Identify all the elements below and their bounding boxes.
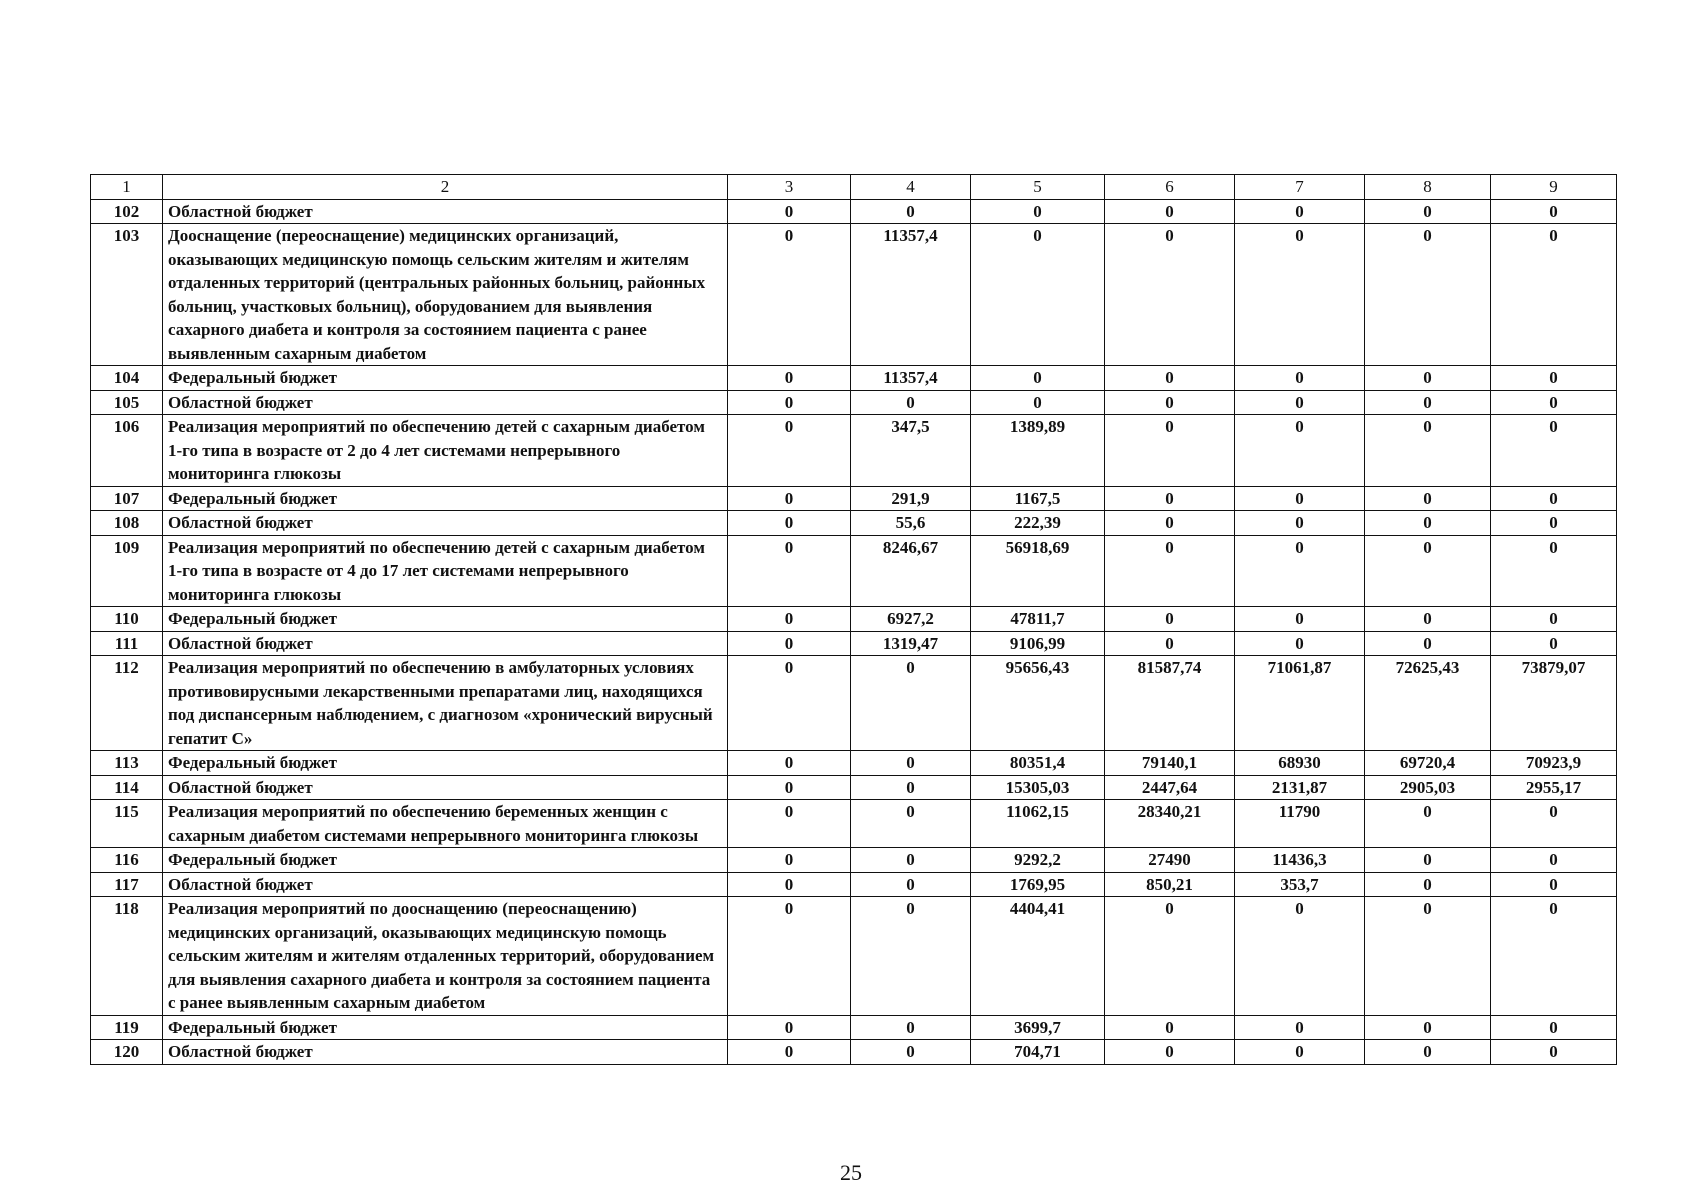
value-cell-col-6: 28340,21	[1105, 800, 1235, 848]
value-cell-col-5: 0	[971, 199, 1105, 224]
value-cell-col-7: 0	[1235, 511, 1365, 536]
row-number: 110	[91, 607, 163, 632]
row-number: 120	[91, 1040, 163, 1065]
value-cell-col-3: 0	[728, 631, 851, 656]
value-cell-col-6: 0	[1105, 511, 1235, 536]
table-row	[91, 390, 1617, 415]
row-number: 109	[91, 535, 163, 607]
value-cell-col-8: 0	[1365, 1015, 1491, 1040]
table-row	[91, 535, 1617, 607]
value-cell-col-6: 0	[1105, 535, 1235, 607]
value-cell-col-6: 27490	[1105, 848, 1235, 873]
row-number: 103	[91, 224, 163, 366]
value-cell-col-8: 0	[1365, 415, 1491, 487]
row-description: Областной бюджет	[163, 631, 728, 656]
row-description: Федеральный бюджет	[163, 848, 728, 873]
value-cell-col-4: 0	[851, 199, 971, 224]
row-number: 111	[91, 631, 163, 656]
value-cell-col-6: 0	[1105, 224, 1235, 366]
value-cell-col-4: 0	[851, 897, 971, 1016]
value-cell-col-7: 0	[1235, 199, 1365, 224]
value-cell-col-3: 0	[728, 366, 851, 391]
value-cell-col-8: 0	[1365, 848, 1491, 873]
row-description: Федеральный бюджет	[163, 751, 728, 776]
row-description: Областной бюджет	[163, 775, 728, 800]
value-cell-col-9: 0	[1491, 486, 1617, 511]
value-cell-col-8: 69720,4	[1365, 751, 1491, 776]
value-cell-col-9: 0	[1491, 631, 1617, 656]
value-cell-col-3: 0	[728, 199, 851, 224]
header-row	[91, 175, 1617, 200]
row-description: Областной бюджет	[163, 511, 728, 536]
value-cell-col-9: 0	[1491, 224, 1617, 366]
budget-table	[90, 174, 1617, 1065]
column-header-4: 4	[851, 175, 971, 200]
value-cell-col-9: 0	[1491, 1015, 1617, 1040]
value-cell-col-5: 15305,03	[971, 775, 1105, 800]
value-cell-col-7: 353,7	[1235, 872, 1365, 897]
page-number: 25	[840, 1160, 862, 1185]
value-cell-col-8: 2905,03	[1365, 775, 1491, 800]
value-cell-col-7: 0	[1235, 366, 1365, 391]
value-cell-col-5: 4404,41	[971, 897, 1105, 1016]
value-cell-col-5: 9292,2	[971, 848, 1105, 873]
value-cell-col-8: 0	[1365, 607, 1491, 632]
value-cell-col-7: 11436,3	[1235, 848, 1365, 873]
table-row	[91, 366, 1617, 391]
value-cell-col-9: 2955,17	[1491, 775, 1617, 800]
value-cell-col-8: 0	[1365, 486, 1491, 511]
value-cell-col-3: 0	[728, 390, 851, 415]
row-description: Дооснащение (переоснащение) медицинских организаций, оказывающих медицинскую помощь сельским жителям и жителям отдаленных территорий (центральных районных больниц, районных больниц, участковых больниц), оборудованием для выявления сахарного диабета и контроля за состоянием пациента с ранее выявленным сахарным диабетом	[163, 224, 728, 366]
value-cell-col-3: 0	[728, 751, 851, 776]
value-cell-col-3: 0	[728, 535, 851, 607]
value-cell-col-8: 0	[1365, 872, 1491, 897]
value-cell-col-9: 0	[1491, 535, 1617, 607]
table-row	[91, 607, 1617, 632]
value-cell-col-4: 0	[851, 656, 971, 751]
value-cell-col-6: 79140,1	[1105, 751, 1235, 776]
row-number: 108	[91, 511, 163, 536]
value-cell-col-4: 0	[851, 751, 971, 776]
row-number: 112	[91, 656, 163, 751]
value-cell-col-6: 0	[1105, 366, 1235, 391]
value-cell-col-6: 0	[1105, 897, 1235, 1016]
document-sheet	[90, 174, 1616, 1065]
row-number: 105	[91, 390, 163, 415]
value-cell-col-3: 0	[728, 775, 851, 800]
value-cell-col-7: 71061,87	[1235, 656, 1365, 751]
row-number: 115	[91, 800, 163, 848]
column-header-1: 1	[91, 175, 163, 200]
value-cell-col-6: 0	[1105, 1015, 1235, 1040]
value-cell-col-7: 0	[1235, 631, 1365, 656]
value-cell-col-6: 850,21	[1105, 872, 1235, 897]
table-row	[91, 511, 1617, 536]
value-cell-col-9: 0	[1491, 511, 1617, 536]
table-row	[91, 1015, 1617, 1040]
value-cell-col-7: 0	[1235, 415, 1365, 487]
value-cell-col-7: 68930	[1235, 751, 1365, 776]
row-number: 113	[91, 751, 163, 776]
row-number: 106	[91, 415, 163, 487]
value-cell-col-7: 0	[1235, 535, 1365, 607]
value-cell-col-6: 0	[1105, 415, 1235, 487]
value-cell-col-8: 0	[1365, 511, 1491, 536]
row-number: 102	[91, 199, 163, 224]
value-cell-col-4: 347,5	[851, 415, 971, 487]
value-cell-col-7: 0	[1235, 607, 1365, 632]
value-cell-col-6: 2447,64	[1105, 775, 1235, 800]
value-cell-col-4: 0	[851, 872, 971, 897]
value-cell-col-3: 0	[728, 511, 851, 536]
value-cell-col-9: 0	[1491, 897, 1617, 1016]
row-description: Областной бюджет	[163, 1040, 728, 1065]
value-cell-col-4: 55,6	[851, 511, 971, 536]
value-cell-col-6: 0	[1105, 199, 1235, 224]
column-header-2: 2	[163, 175, 728, 200]
row-number: 104	[91, 366, 163, 391]
value-cell-col-4: 291,9	[851, 486, 971, 511]
row-number: 117	[91, 872, 163, 897]
table-row	[91, 224, 1617, 366]
value-cell-col-7: 0	[1235, 486, 1365, 511]
value-cell-col-7: 0	[1235, 390, 1365, 415]
table-row	[91, 415, 1617, 487]
table-row	[91, 897, 1617, 1016]
value-cell-col-9: 0	[1491, 415, 1617, 487]
row-description: Областной бюджет	[163, 199, 728, 224]
row-description: Федеральный бюджет	[163, 607, 728, 632]
row-number: 114	[91, 775, 163, 800]
value-cell-col-9: 0	[1491, 366, 1617, 391]
column-header-7: 7	[1235, 175, 1365, 200]
row-number: 118	[91, 897, 163, 1016]
table-row	[91, 848, 1617, 873]
value-cell-col-7: 0	[1235, 224, 1365, 366]
value-cell-col-8: 0	[1365, 897, 1491, 1016]
column-header-5: 5	[971, 175, 1105, 200]
value-cell-col-3: 0	[728, 1015, 851, 1040]
value-cell-col-4: 8246,67	[851, 535, 971, 607]
row-description: Реализация мероприятий по обеспечению беременных женщин с сахарным диабетом системами непрерывного мониторинга глюкозы	[163, 800, 728, 848]
value-cell-col-7: 0	[1235, 897, 1365, 1016]
column-header-9: 9	[1491, 175, 1617, 200]
value-cell-col-9: 0	[1491, 1040, 1617, 1065]
value-cell-col-3: 0	[728, 848, 851, 873]
value-cell-col-5: 1769,95	[971, 872, 1105, 897]
column-header-3: 3	[728, 175, 851, 200]
row-number: 107	[91, 486, 163, 511]
table-row	[91, 631, 1617, 656]
value-cell-col-7: 0	[1235, 1015, 1365, 1040]
value-cell-col-8: 0	[1365, 390, 1491, 415]
value-cell-col-6: 0	[1105, 486, 1235, 511]
value-cell-col-7: 11790	[1235, 800, 1365, 848]
value-cell-col-4: 1319,47	[851, 631, 971, 656]
value-cell-col-5: 11062,15	[971, 800, 1105, 848]
table-row	[91, 1040, 1617, 1065]
row-description: Областной бюджет	[163, 390, 728, 415]
value-cell-col-5: 47811,7	[971, 607, 1105, 632]
value-cell-col-4: 0	[851, 800, 971, 848]
value-cell-col-5: 0	[971, 366, 1105, 391]
value-cell-col-4: 11357,4	[851, 224, 971, 366]
value-cell-col-9: 0	[1491, 800, 1617, 848]
column-header-8: 8	[1365, 175, 1491, 200]
value-cell-col-8: 72625,43	[1365, 656, 1491, 751]
value-cell-col-8: 0	[1365, 1040, 1491, 1065]
value-cell-col-5: 56918,69	[971, 535, 1105, 607]
value-cell-col-7: 0	[1235, 1040, 1365, 1065]
value-cell-col-5: 80351,4	[971, 751, 1105, 776]
value-cell-col-9: 0	[1491, 848, 1617, 873]
value-cell-col-9: 0	[1491, 607, 1617, 632]
value-cell-col-8: 0	[1365, 535, 1491, 607]
value-cell-col-5: 3699,7	[971, 1015, 1105, 1040]
value-cell-col-3: 0	[728, 224, 851, 366]
value-cell-col-3: 0	[728, 486, 851, 511]
value-cell-col-5: 0	[971, 224, 1105, 366]
row-description: Федеральный бюджет	[163, 1015, 728, 1040]
value-cell-col-5: 1389,89	[971, 415, 1105, 487]
table-row	[91, 800, 1617, 848]
value-cell-col-8: 0	[1365, 199, 1491, 224]
value-cell-col-4: 0	[851, 1015, 971, 1040]
value-cell-col-4: 6927,2	[851, 607, 971, 632]
value-cell-col-4: 0	[851, 775, 971, 800]
row-description: Реализация мероприятий по дооснащению (переоснащению) медицинских организаций, оказывающих медицинскую помощь сельским жителям и жителям отдаленных территорий, оборудованием для выявления сахарного диабета и контроля за состоянием пациента с ранее выявленным сахарным диабетом	[163, 897, 728, 1016]
value-cell-col-6: 81587,74	[1105, 656, 1235, 751]
value-cell-col-3: 0	[728, 872, 851, 897]
row-description: Реализация мероприятий по обеспечению детей с сахарным диабетом 1-го типа в возрасте от 2 до 4 лет системами непрерывного мониторинга глюкозы	[163, 415, 728, 487]
value-cell-col-3: 0	[728, 800, 851, 848]
value-cell-col-8: 0	[1365, 631, 1491, 656]
value-cell-col-5: 704,71	[971, 1040, 1105, 1065]
table-row	[91, 872, 1617, 897]
table-row	[91, 486, 1617, 511]
table-row	[91, 656, 1617, 751]
value-cell-col-5: 222,39	[971, 511, 1105, 536]
column-header-6: 6	[1105, 175, 1235, 200]
value-cell-col-9: 0	[1491, 199, 1617, 224]
value-cell-col-3: 0	[728, 656, 851, 751]
table-row	[91, 199, 1617, 224]
value-cell-col-4: 11357,4	[851, 366, 971, 391]
table-body	[91, 199, 1617, 1064]
value-cell-col-3: 0	[728, 607, 851, 632]
value-cell-col-5: 95656,43	[971, 656, 1105, 751]
row-description: Реализация мероприятий по обеспечению детей с сахарным диабетом 1-го типа в возрасте от 4 до 17 лет системами непрерывного мониторинга глюкозы	[163, 535, 728, 607]
value-cell-col-6: 0	[1105, 607, 1235, 632]
value-cell-col-4: 0	[851, 390, 971, 415]
value-cell-col-3: 0	[728, 415, 851, 487]
row-description: Федеральный бюджет	[163, 366, 728, 391]
table-row	[91, 775, 1617, 800]
value-cell-col-3: 0	[728, 1040, 851, 1065]
value-cell-col-9: 0	[1491, 390, 1617, 415]
value-cell-col-7: 2131,87	[1235, 775, 1365, 800]
value-cell-col-8: 0	[1365, 366, 1491, 391]
value-cell-col-5: 9106,99	[971, 631, 1105, 656]
row-description: Реализация мероприятий по обеспечению в амбулаторных условиях противовирусными лекарственными препаратами лиц, находящихся под диспансерным наблюдением, с диагнозом «хронический вирусный гепатит С»	[163, 656, 728, 751]
table-row	[91, 751, 1617, 776]
value-cell-col-8: 0	[1365, 224, 1491, 366]
row-description: Областной бюджет	[163, 872, 728, 897]
value-cell-col-9: 0	[1491, 872, 1617, 897]
row-description: Федеральный бюджет	[163, 486, 728, 511]
value-cell-col-6: 0	[1105, 1040, 1235, 1065]
row-number: 119	[91, 1015, 163, 1040]
value-cell-col-9: 73879,07	[1491, 656, 1617, 751]
value-cell-col-3: 0	[728, 897, 851, 1016]
value-cell-col-4: 0	[851, 1040, 971, 1065]
value-cell-col-9: 70923,9	[1491, 751, 1617, 776]
value-cell-col-4: 0	[851, 848, 971, 873]
value-cell-col-5: 1167,5	[971, 486, 1105, 511]
value-cell-col-5: 0	[971, 390, 1105, 415]
row-number: 116	[91, 848, 163, 873]
value-cell-col-6: 0	[1105, 631, 1235, 656]
value-cell-col-6: 0	[1105, 390, 1235, 415]
value-cell-col-8: 0	[1365, 800, 1491, 848]
